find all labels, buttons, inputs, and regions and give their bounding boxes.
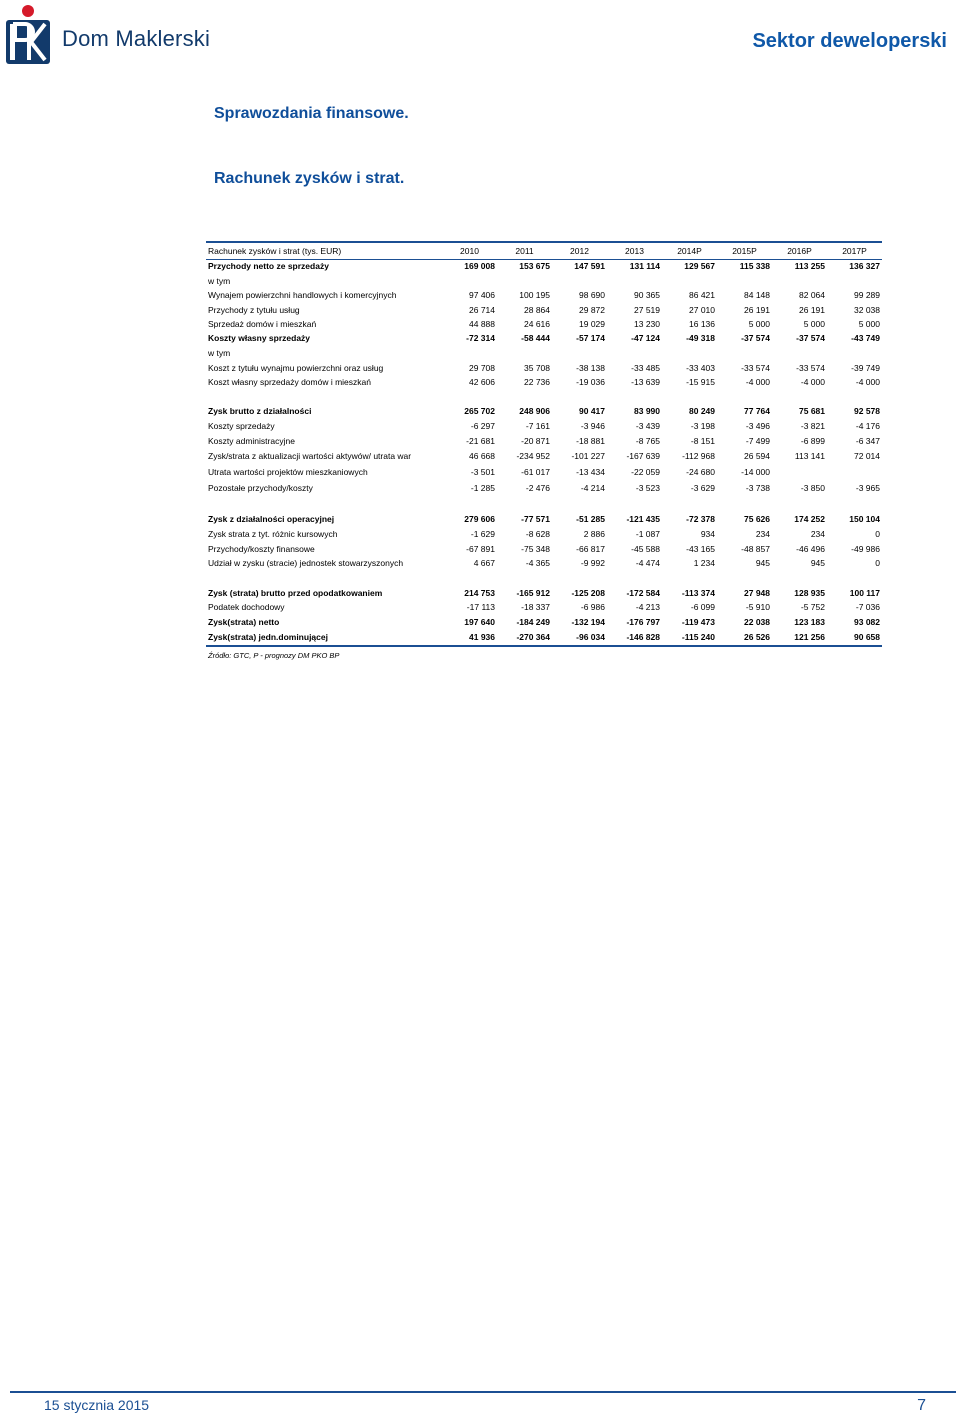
value-cell: -3 523 — [635, 483, 660, 493]
value-cell: 234 — [810, 528, 825, 539]
value-cell: 92 578 — [854, 406, 880, 416]
year-header: 2012 — [552, 242, 607, 259]
value-cell — [552, 273, 607, 288]
value-cell: 197 640 — [464, 616, 495, 627]
table-row — [206, 317, 882, 331]
value-cell: -3 821 — [800, 420, 825, 431]
row-label: Zysk(strata) jedn.dominującej — [206, 629, 442, 646]
footer-date: 15 stycznia 2015 — [44, 1397, 150, 1413]
value-cell: 945 — [755, 558, 770, 568]
value-cell: -6 986 — [580, 602, 605, 612]
value-cell: -47 124 — [631, 333, 660, 343]
table-row — [206, 259, 882, 273]
value-cell: 75 681 — [799, 406, 825, 416]
value-cell: 16 136 — [689, 319, 715, 329]
value-cell: -176 797 — [626, 616, 660, 627]
value-cell: 5 000 — [748, 319, 770, 329]
value-cell — [827, 570, 882, 585]
table-row — [206, 433, 882, 448]
table-row — [206, 288, 882, 302]
value-cell: 279 606 — [464, 514, 495, 524]
value-cell: -61 017 — [521, 467, 550, 477]
value-cell: -184 249 — [516, 616, 550, 627]
value-cell: -146 828 — [607, 629, 662, 646]
spacer-row — [206, 570, 882, 585]
value-cell: 97 406 — [469, 290, 495, 300]
value-cell: 26 714 — [469, 304, 495, 315]
value-cell: -4 000 — [745, 377, 770, 387]
value-cell: 98 690 — [579, 290, 605, 300]
value-cell: -72 314 — [466, 333, 495, 343]
value-cell: 131 114 — [629, 261, 660, 272]
value-cell: -45 588 — [631, 543, 660, 554]
table-row — [206, 375, 882, 389]
value-cell: -49 986 — [851, 543, 880, 554]
row-label: Zysk z działalności operacyjnej — [208, 514, 335, 524]
value-cell: -3 965 — [855, 483, 880, 493]
value-cell: 41 936 — [442, 629, 497, 646]
value-cell: -57 174 — [576, 333, 605, 343]
value-cell — [772, 345, 827, 360]
table-row — [206, 404, 882, 418]
value-cell: 153 675 — [519, 261, 550, 272]
value-cell: 22 736 — [524, 377, 550, 387]
value-cell: 0 — [875, 558, 880, 568]
spacer-row — [206, 389, 882, 404]
value-cell: -22 059 — [631, 467, 660, 477]
value-cell: 100 195 — [519, 290, 550, 300]
value-cell — [442, 496, 497, 512]
year-header: 2010 — [442, 242, 497, 259]
value-cell: 90 658 — [827, 629, 882, 646]
value-cell — [607, 389, 662, 404]
value-cell: -113 374 — [681, 587, 715, 598]
value-cell: -4 000 — [800, 377, 825, 387]
value-cell: -14 000 — [741, 467, 770, 477]
value-cell — [717, 345, 772, 360]
table-row — [206, 614, 882, 629]
value-cell: 19 029 — [579, 319, 605, 329]
income-statement-table — [206, 241, 882, 647]
row-label: Koszty administracyjne — [208, 435, 295, 446]
footer-divider — [10, 1391, 956, 1393]
row-label: Sprzedaż domów i mieszkań — [208, 319, 317, 329]
year-header: 2011 — [497, 242, 552, 259]
value-cell: 214 753 — [464, 587, 495, 598]
value-cell: -115 240 — [662, 629, 717, 646]
value-cell — [662, 345, 717, 360]
value-cell — [552, 570, 607, 585]
row-label: Utrata wartości projektów mieszkaniowych — [208, 467, 368, 477]
value-cell: 28 864 — [524, 304, 550, 315]
value-cell — [772, 496, 827, 512]
page-header — [0, 0, 960, 80]
value-cell: -167 639 — [626, 451, 660, 461]
value-cell: -19 036 — [576, 377, 605, 387]
value-cell: -2 476 — [525, 483, 550, 493]
value-cell: 265 702 — [464, 406, 495, 416]
value-cell: -3 850 — [800, 483, 825, 493]
value-cell: -125 208 — [571, 587, 605, 598]
value-cell: -39 749 — [851, 362, 880, 373]
value-cell: -3 501 — [470, 467, 495, 477]
value-cell: 75 626 — [744, 514, 770, 524]
value-cell: 5 000 — [858, 319, 880, 329]
value-cell: 26 594 — [744, 451, 770, 461]
value-cell — [497, 345, 552, 360]
value-cell: 248 906 — [519, 406, 550, 416]
value-cell: 123 183 — [794, 616, 825, 627]
value-cell — [607, 496, 662, 512]
value-cell: 90 365 — [634, 290, 660, 300]
value-cell: 174 252 — [794, 514, 825, 524]
table-row — [206, 302, 882, 317]
value-cell: 128 935 — [794, 587, 825, 598]
row-label: w tym — [208, 275, 231, 286]
value-cell: -3 496 — [745, 420, 770, 431]
value-cell — [552, 496, 607, 512]
value-cell: 35 708 — [524, 362, 550, 373]
value-cell — [827, 389, 882, 404]
value-cell: -7 036 — [855, 602, 880, 612]
value-cell — [497, 389, 552, 404]
row-label: Koszt z tytułu wynajmu powierzchni oraz usług — [208, 362, 384, 373]
value-cell: -6 347 — [855, 435, 880, 446]
value-cell: 113 141 — [794, 451, 825, 461]
value-cell — [772, 570, 827, 585]
value-cell — [552, 389, 607, 404]
row-label: Zysk/strata z aktualizacji wartości aktywów/ utrata war — [208, 451, 412, 461]
row-label: Udział w zysku (stracie) jednostek stowarzyszonych — [208, 558, 404, 568]
value-cell — [442, 389, 497, 404]
table-body — [206, 259, 882, 646]
year-header: 2015P — [717, 242, 772, 259]
page-number: 7 — [917, 1397, 926, 1414]
value-cell: -72 378 — [686, 514, 715, 524]
value-cell: -3 946 — [580, 420, 605, 431]
value-cell: 169 008 — [464, 261, 495, 272]
value-cell: -33 403 — [686, 362, 715, 373]
value-cell: 72 014 — [854, 451, 880, 461]
table-row — [206, 464, 882, 480]
value-cell — [772, 273, 827, 288]
value-cell — [497, 496, 552, 512]
value-cell: 93 082 — [854, 616, 880, 627]
value-cell: -96 034 — [552, 629, 607, 646]
row-label — [206, 570, 442, 585]
value-cell: 1 234 — [693, 558, 715, 568]
year-header: 2017P — [827, 242, 882, 259]
value-cell: 27 010 — [689, 304, 715, 315]
row-label: Wynajem powierzchni handlowych i komercyjnych — [208, 290, 397, 300]
value-cell: 113 255 — [794, 261, 825, 272]
value-cell: -37 574 — [796, 333, 825, 343]
value-cell: -112 968 — [682, 451, 715, 461]
value-cell: -37 574 — [741, 333, 770, 343]
table-row — [206, 273, 882, 288]
value-cell — [772, 464, 827, 480]
value-cell: -121 435 — [626, 514, 660, 524]
table-row — [206, 629, 882, 646]
value-cell: 27 519 — [634, 304, 660, 315]
value-cell — [717, 273, 772, 288]
table-row — [206, 345, 882, 360]
value-cell: -1 087 — [635, 528, 660, 539]
row-label — [206, 496, 442, 512]
value-cell: 24 616 — [524, 319, 550, 329]
value-cell: -17 113 — [466, 602, 495, 612]
year-header: 2014P — [662, 242, 717, 259]
table-row — [206, 360, 882, 375]
value-cell: -49 318 — [686, 333, 715, 343]
value-cell — [717, 389, 772, 404]
value-cell: -3 629 — [690, 483, 715, 493]
value-cell: 4 667 — [473, 558, 495, 568]
row-label: Przychody netto ze sprzedaży — [208, 261, 329, 272]
value-cell: 147 591 — [574, 261, 605, 272]
value-cell: -58 444 — [521, 333, 550, 343]
value-cell: 26 191 — [799, 304, 825, 315]
value-cell — [717, 570, 772, 585]
value-cell: 99 289 — [854, 290, 880, 300]
value-cell: -9 992 — [580, 558, 605, 568]
value-cell: 13 230 — [634, 319, 660, 329]
pko-logo-icon — [6, 4, 50, 66]
value-cell: -1 629 — [470, 528, 495, 539]
value-cell — [497, 570, 552, 585]
value-cell: -48 857 — [741, 543, 770, 554]
value-cell: -75 348 — [521, 543, 550, 554]
value-cell: 42 606 — [469, 377, 495, 387]
row-label: w tym — [208, 347, 231, 358]
value-cell: 90 417 — [579, 406, 605, 416]
spacer-row — [206, 496, 882, 512]
value-cell: 234 — [755, 528, 770, 539]
value-cell — [827, 496, 882, 512]
value-cell: 26 191 — [744, 304, 770, 315]
row-label: Koszty sprzedaży — [208, 420, 275, 431]
value-cell: -5 910 — [745, 602, 770, 612]
value-cell: 2 886 — [583, 528, 605, 539]
value-cell: -8 151 — [690, 435, 715, 446]
value-cell: -4 000 — [855, 377, 880, 387]
value-cell: 100 117 — [849, 587, 880, 598]
value-cell: 86 421 — [689, 290, 715, 300]
value-cell — [662, 496, 717, 512]
value-cell — [607, 570, 662, 585]
value-cell — [442, 273, 497, 288]
value-cell: -67 891 — [466, 543, 495, 554]
value-cell — [442, 345, 497, 360]
table-row — [206, 418, 882, 433]
value-cell — [717, 496, 772, 512]
value-cell: -33 485 — [631, 362, 660, 373]
value-cell: -15 915 — [686, 377, 715, 387]
value-cell: 5 000 — [803, 319, 825, 329]
value-cell — [827, 464, 882, 480]
value-cell: -33 574 — [741, 362, 770, 373]
value-cell: -172 584 — [626, 587, 660, 598]
value-cell: -8 628 — [525, 528, 550, 539]
value-cell — [827, 345, 882, 360]
value-cell: -77 571 — [521, 514, 550, 524]
table-row — [206, 512, 882, 526]
value-cell: 115 338 — [739, 261, 770, 272]
table-row — [206, 600, 882, 614]
table-row — [206, 541, 882, 556]
value-cell: -101 227 — [571, 451, 605, 461]
value-cell: -43 749 — [851, 333, 880, 343]
value-cell: -6 297 — [470, 420, 495, 431]
value-cell: -33 574 — [796, 362, 825, 373]
value-cell: -6 099 — [690, 602, 715, 612]
value-cell: 26 526 — [717, 629, 772, 646]
year-header: 2016P — [772, 242, 827, 259]
value-cell: -6 899 — [800, 435, 825, 446]
table-row — [206, 448, 882, 464]
value-cell: -21 681 — [466, 435, 495, 446]
value-cell: 80 249 — [689, 406, 715, 416]
value-cell: 46 668 — [469, 451, 495, 461]
year-header: 2013 — [607, 242, 662, 259]
row-label: Przychody/koszty finansowe — [208, 543, 315, 554]
value-cell: 84 148 — [744, 290, 770, 300]
section-heading: Sprawozdania finansowe. — [214, 105, 409, 122]
table-row — [206, 585, 882, 600]
value-cell: 29 872 — [579, 304, 605, 315]
value-cell: -119 473 — [681, 616, 715, 627]
value-cell: -234 952 — [516, 451, 550, 461]
row-label — [206, 389, 442, 404]
value-cell: -4 365 — [525, 558, 550, 568]
row-label: Zysk brutto z działalności — [208, 406, 312, 416]
value-cell: -5 752 — [800, 602, 825, 612]
value-cell: 136 327 — [849, 261, 880, 272]
value-cell: 934 — [700, 528, 715, 539]
value-cell: -270 364 — [497, 629, 552, 646]
value-cell: -3 198 — [690, 420, 715, 431]
value-cell: 121 256 — [772, 629, 827, 646]
value-cell: -4 214 — [580, 483, 605, 493]
value-cell: -13 639 — [631, 377, 660, 387]
sector-title: Sektor deweloperski — [752, 30, 947, 52]
value-cell: 44 888 — [469, 319, 495, 329]
value-cell: -46 496 — [796, 543, 825, 554]
value-cell — [662, 273, 717, 288]
brand-name: Dom Maklerski — [62, 26, 211, 51]
row-label: Koszty własny sprzedaży — [208, 333, 311, 343]
value-cell: -4 176 — [855, 420, 880, 431]
value-cell: -3 738 — [745, 483, 770, 493]
value-cell: -18 881 — [576, 435, 605, 446]
value-cell: 0 — [875, 528, 880, 539]
value-cell — [442, 570, 497, 585]
value-cell: -43 165 — [686, 543, 715, 554]
value-cell: 150 104 — [849, 514, 880, 524]
value-cell — [827, 273, 882, 288]
value-cell: 129 567 — [684, 261, 715, 272]
value-cell: -51 285 — [576, 514, 605, 524]
value-cell: -20 871 — [521, 435, 550, 446]
table-row — [206, 331, 882, 345]
row-label: Pozostałe przychody/koszty — [208, 483, 313, 493]
value-cell: -66 817 — [576, 543, 605, 554]
table-row — [206, 480, 882, 496]
table-row — [206, 556, 882, 570]
table-header-row — [206, 242, 882, 259]
value-cell: -24 680 — [686, 467, 715, 477]
row-label: Zysk (strata) brutto przed opodatkowaniem — [208, 587, 383, 598]
value-cell — [607, 273, 662, 288]
value-cell: -165 912 — [516, 587, 550, 598]
value-cell: -3 439 — [635, 420, 660, 431]
value-cell: -13 434 — [576, 467, 605, 477]
row-label: Przychody z tytułu usług — [208, 304, 300, 315]
value-cell: -38 138 — [576, 362, 605, 373]
value-cell — [552, 345, 607, 360]
subsection-heading: Rachunek zysków i strat. — [214, 170, 405, 187]
value-cell: -7 161 — [525, 420, 550, 431]
value-cell: 27 948 — [744, 587, 770, 598]
value-cell — [662, 570, 717, 585]
value-cell — [662, 389, 717, 404]
value-cell — [607, 345, 662, 360]
value-cell: -18 337 — [521, 602, 550, 612]
value-cell: -4 213 — [635, 602, 660, 612]
table-title: Rachunek zysków i strat (tys. EUR) — [206, 242, 442, 259]
value-cell — [772, 389, 827, 404]
value-cell: -7 499 — [745, 435, 770, 446]
value-cell: 77 764 — [744, 406, 770, 416]
value-cell: 22 038 — [744, 616, 770, 627]
value-cell: 29 708 — [469, 362, 495, 373]
value-cell: -4 474 — [635, 558, 660, 568]
value-cell: 32 038 — [854, 304, 880, 315]
value-cell: -1 285 — [470, 483, 495, 493]
row-label: Koszt własny sprzedaży domów i mieszkań — [208, 377, 371, 387]
value-cell — [497, 273, 552, 288]
value-cell: -132 194 — [571, 616, 605, 627]
table-row — [206, 526, 882, 541]
value-cell: -8 765 — [635, 435, 660, 446]
row-label: Zysk strata z tyt. różnic kursowych — [208, 528, 338, 539]
value-cell: 945 — [810, 558, 825, 568]
row-label: Zysk(strata) netto — [208, 616, 280, 627]
value-cell: 82 064 — [799, 290, 825, 300]
value-cell: 83 990 — [634, 406, 660, 416]
row-label: Podatek dochodowy — [208, 602, 285, 612]
source-note: Źródło: GTC, P - prognozy DM PKO BP — [208, 651, 340, 660]
